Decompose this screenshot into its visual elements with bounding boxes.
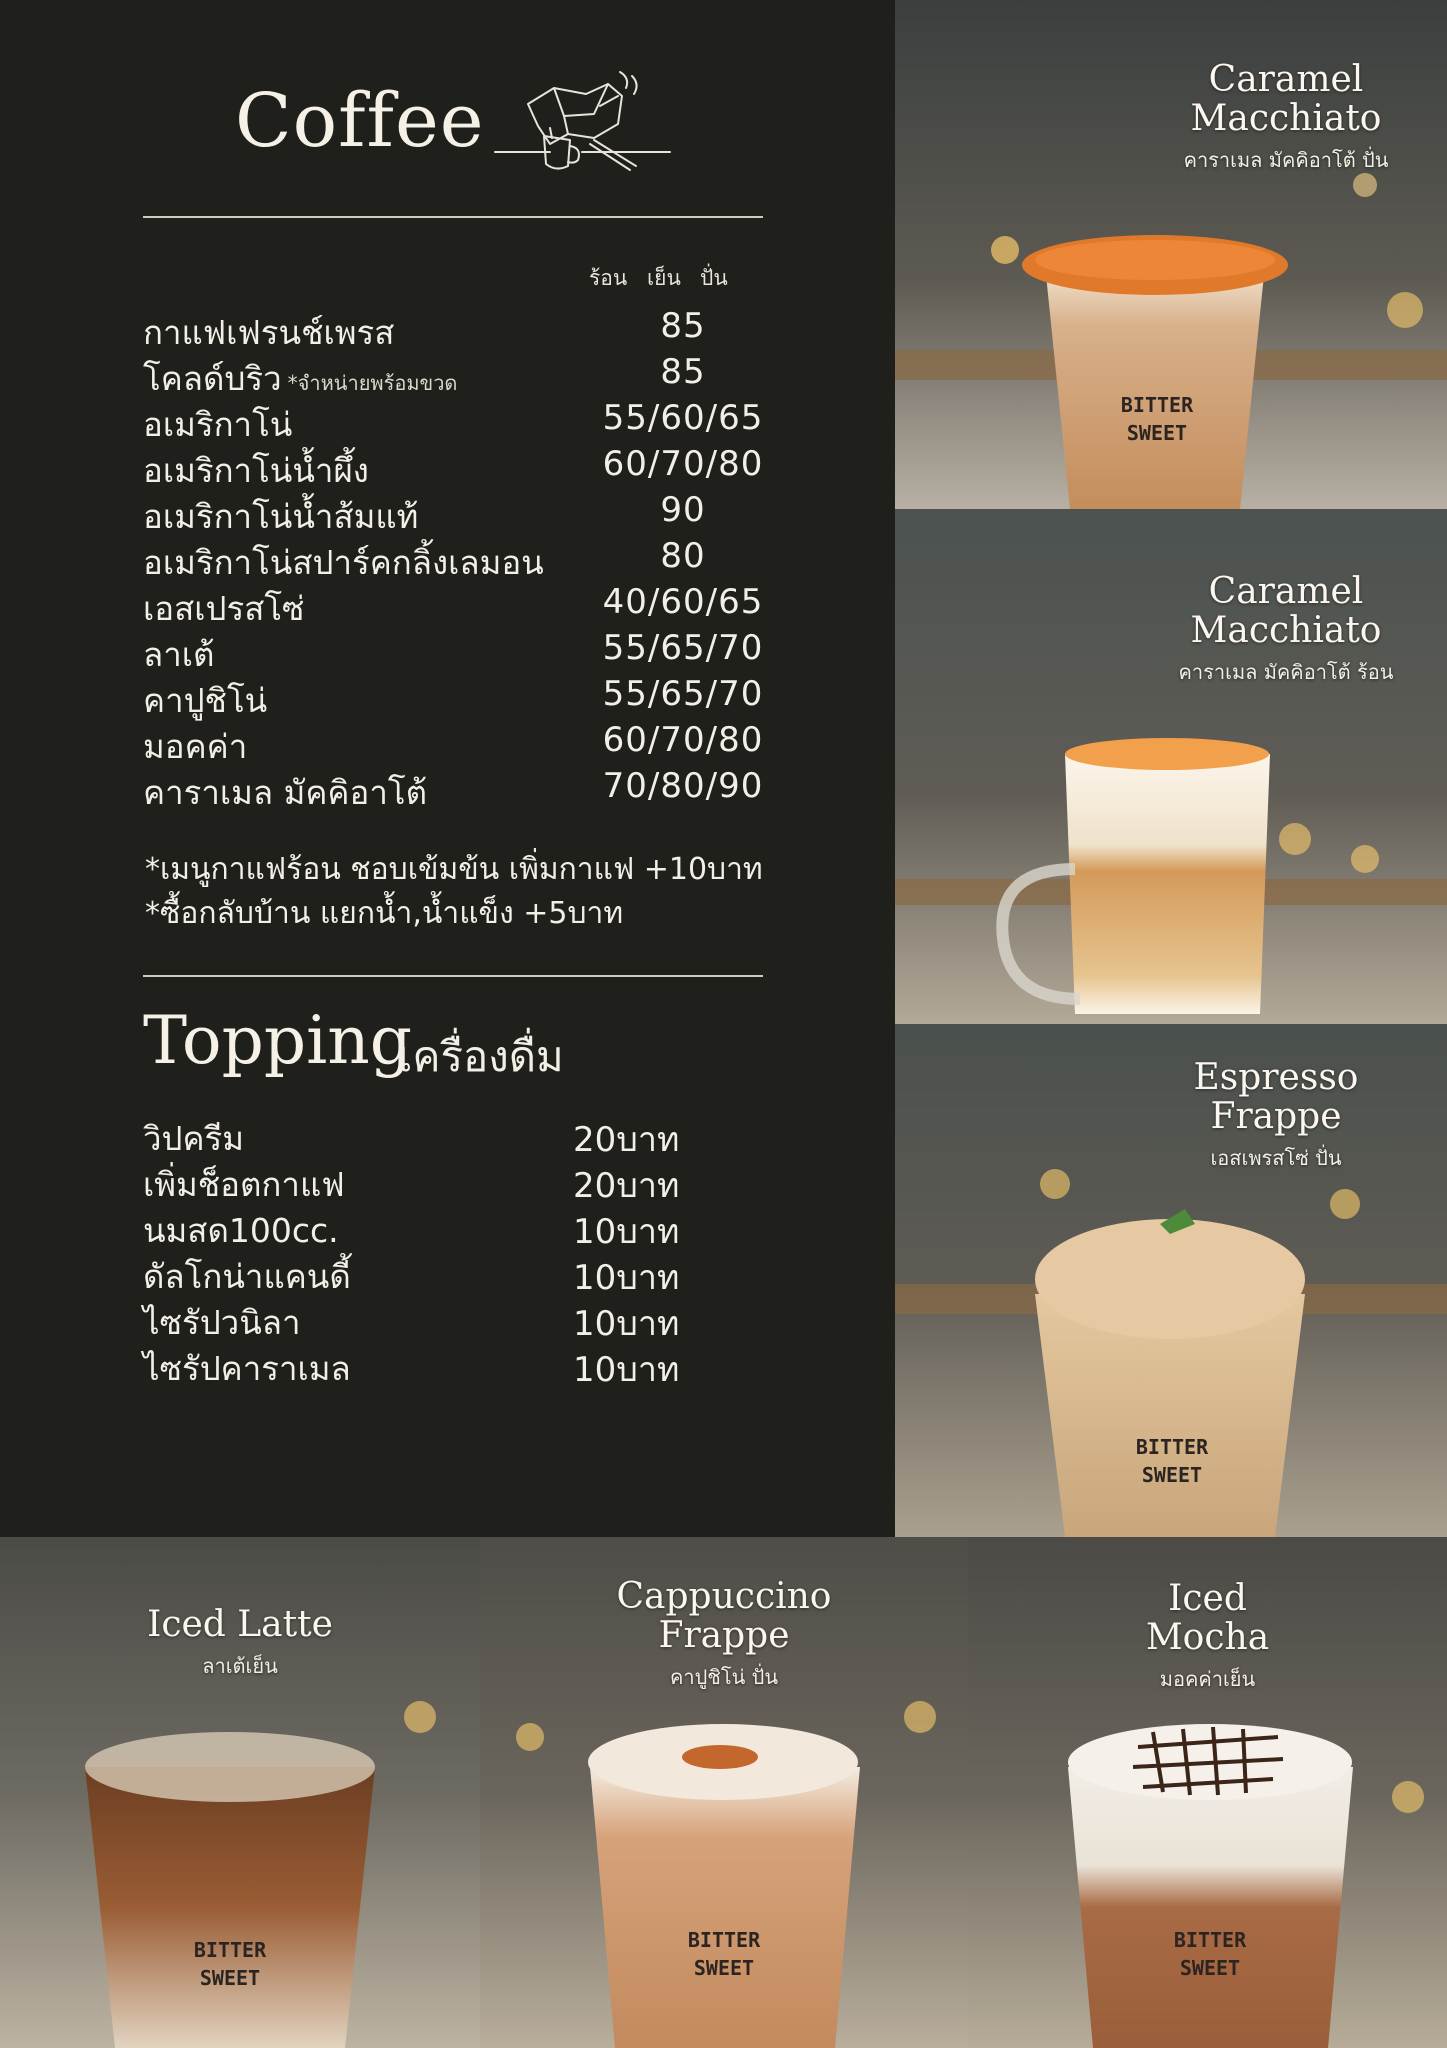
photo-iced-mocha bbox=[968, 1537, 1447, 2048]
menu-item-price: 60/70/80 bbox=[602, 720, 764, 760]
col-header-hot: ร้อน bbox=[589, 266, 628, 290]
menu-item-name: คาปูชิโน่ bbox=[143, 681, 268, 720]
photo-caption bbox=[80, 1605, 400, 1682]
topping-item bbox=[143, 1342, 743, 1388]
photo-cappuccino-frappe bbox=[480, 1537, 968, 2048]
topping-item bbox=[143, 1250, 743, 1296]
menu-item bbox=[143, 306, 783, 352]
photo-caramel-macchiato-frappe bbox=[895, 0, 1447, 509]
caption-english: Iced Latte bbox=[147, 1604, 333, 1645]
col-header-iced: เย็น bbox=[647, 266, 681, 290]
divider bbox=[143, 975, 763, 977]
photo-caption bbox=[1145, 572, 1427, 688]
caption-english: Frappe bbox=[658, 1615, 790, 1656]
caption-english: Iced bbox=[1168, 1578, 1247, 1619]
menu-item-price: 55/60/65 bbox=[602, 398, 764, 438]
topping-item bbox=[143, 1296, 743, 1342]
caption-english: Macchiato bbox=[1190, 98, 1382, 139]
topping-item bbox=[143, 1158, 743, 1204]
cup-brand: BITTER bbox=[1135, 1435, 1209, 1459]
cup-brand: SWEET bbox=[1141, 1463, 1203, 1487]
caption-thai: เอสเพรสโซ่ ปั่น bbox=[1210, 1146, 1342, 1170]
photo-iced-latte bbox=[0, 1537, 480, 2048]
menu-item bbox=[143, 582, 783, 628]
photo-caramel-macchiato-hot bbox=[895, 509, 1447, 1024]
caption-thai: มอคค่าเย็น bbox=[1159, 1667, 1256, 1691]
menu-item-price: 90 bbox=[660, 490, 706, 530]
coffee-pour-illustration-icon bbox=[490, 66, 680, 186]
menu-item-name: อเมริกาโน่ bbox=[143, 405, 293, 444]
caption-thai: คาปูชิโน่ ปั่น bbox=[669, 1665, 779, 1689]
caption-english: Espresso bbox=[1193, 1057, 1359, 1098]
menu-item bbox=[143, 628, 783, 674]
cup-brand: BITTER bbox=[1120, 393, 1194, 417]
menu-item-name: อเมริกาโน่น้ำผึ้ง bbox=[143, 451, 369, 490]
caption-thai: ลาเต้เย็น bbox=[202, 1654, 278, 1678]
caption-english: Macchiato bbox=[1190, 610, 1382, 651]
menu-item bbox=[143, 766, 783, 812]
topping-subtitle: เครื่องดื่ม bbox=[398, 1032, 564, 1081]
menu-item-name: อเมริกาโน่สปาร์คกลิ้งเลมอน bbox=[143, 543, 544, 582]
topping-item bbox=[143, 1112, 743, 1158]
menu-item bbox=[143, 490, 783, 536]
cup-brand: SWEET bbox=[199, 1966, 261, 1990]
menu-item-name: เอสเปรสโซ่ bbox=[143, 589, 305, 628]
menu-item-name: ลาเต้ bbox=[143, 635, 215, 674]
topping-item-price: 10บาท bbox=[573, 1258, 680, 1298]
topping-item-price: 10บาท bbox=[573, 1304, 680, 1344]
caption-english: Cappuccino bbox=[616, 1576, 832, 1617]
menu-item-name: คาราเมล มัคคิอาโต้ bbox=[143, 773, 428, 812]
menu-item-price: 80 bbox=[660, 536, 706, 576]
menu-item-price: 40/60/65 bbox=[602, 582, 764, 622]
topping-title: Topping bbox=[143, 1002, 412, 1079]
topping-item-name: ไซรัปวนิลา bbox=[143, 1303, 301, 1342]
footnote: *เมนูกาแฟร้อน ชอบเข้มข้น เพิ่มกาแฟ +10บาท bbox=[145, 852, 763, 887]
coffee-title: Coffee bbox=[235, 78, 485, 164]
menu-item-note: *จำหน่ายพร้อมขวด bbox=[287, 371, 458, 395]
menu-item bbox=[143, 720, 783, 766]
menu-item bbox=[143, 444, 783, 490]
photo-espresso-frappe bbox=[895, 1024, 1447, 1537]
menu-item-price: 85 bbox=[660, 352, 706, 392]
cup-brand: SWEET bbox=[693, 1956, 755, 1980]
menu-item-name: มอคค่า bbox=[143, 727, 248, 766]
topping-item-price: 10บาท bbox=[573, 1212, 680, 1252]
photo-caption bbox=[1145, 60, 1427, 176]
menu-item-price: 70/80/90 bbox=[602, 766, 764, 806]
menu-item-price: 55/65/70 bbox=[602, 674, 764, 714]
menu-item-name: อเมริกาโน่น้ำส้มแท้ bbox=[143, 497, 419, 536]
caption-english: Caramel bbox=[1208, 59, 1364, 100]
caption-thai: คาราเมล มัคคิอาโต้ ร้อน bbox=[1178, 660, 1394, 684]
menu-item bbox=[143, 352, 783, 398]
photo-caption bbox=[570, 1577, 878, 1693]
topping-item-name: ดัลโกน่าแคนดี้ bbox=[143, 1257, 351, 1296]
cup-brand: BITTER bbox=[193, 1938, 267, 1962]
caption-english: Caramel bbox=[1208, 571, 1364, 612]
topping-item-name: ไซรัปคาราเมล bbox=[143, 1349, 351, 1388]
menu-item-name: โคลด์บริว *จำหน่ายพร้อมขวด bbox=[143, 359, 458, 398]
menu-item-price: 60/70/80 bbox=[602, 444, 764, 484]
topping-item bbox=[143, 1204, 743, 1250]
photo-caption bbox=[1125, 1058, 1427, 1174]
cup-brand: BITTER bbox=[687, 1928, 761, 1952]
caption-english: Mocha bbox=[1145, 1617, 1270, 1658]
footnote: *ซื้อกลับบ้าน แยกน้ำ,น้ำแข็ง +5บาท bbox=[145, 896, 624, 931]
topping-item-price: 10บาท bbox=[573, 1350, 680, 1390]
topping-item-name: นมสด100cc. bbox=[143, 1211, 339, 1250]
menu-item-price: 55/65/70 bbox=[602, 628, 764, 668]
menu-item bbox=[143, 398, 783, 444]
cup-brand: SWEET bbox=[1126, 421, 1188, 445]
photo-caption bbox=[1068, 1579, 1347, 1695]
col-header-frappe: ปั่น bbox=[700, 266, 728, 290]
topping-item-name: วิปครีม bbox=[143, 1119, 245, 1158]
menu-item-price: 85 bbox=[660, 306, 706, 346]
cup-brand: SWEET bbox=[1179, 1956, 1241, 1980]
menu-item-name: กาแฟเฟรนช์เพรส bbox=[143, 313, 395, 352]
caption-english: Frappe bbox=[1210, 1096, 1342, 1137]
menu-item bbox=[143, 536, 783, 582]
topping-item-price: 20บาท bbox=[573, 1120, 680, 1160]
divider bbox=[143, 216, 763, 218]
caption-thai: คาราเมล มัคคิอาโต้ ปั่น bbox=[1183, 148, 1389, 172]
topping-item-name: เพิ่มช็อตกาแฟ bbox=[143, 1165, 345, 1204]
topping-item-price: 20บาท bbox=[573, 1166, 680, 1206]
menu-item bbox=[143, 674, 783, 720]
cup-brand: BITTER bbox=[1173, 1928, 1247, 1952]
